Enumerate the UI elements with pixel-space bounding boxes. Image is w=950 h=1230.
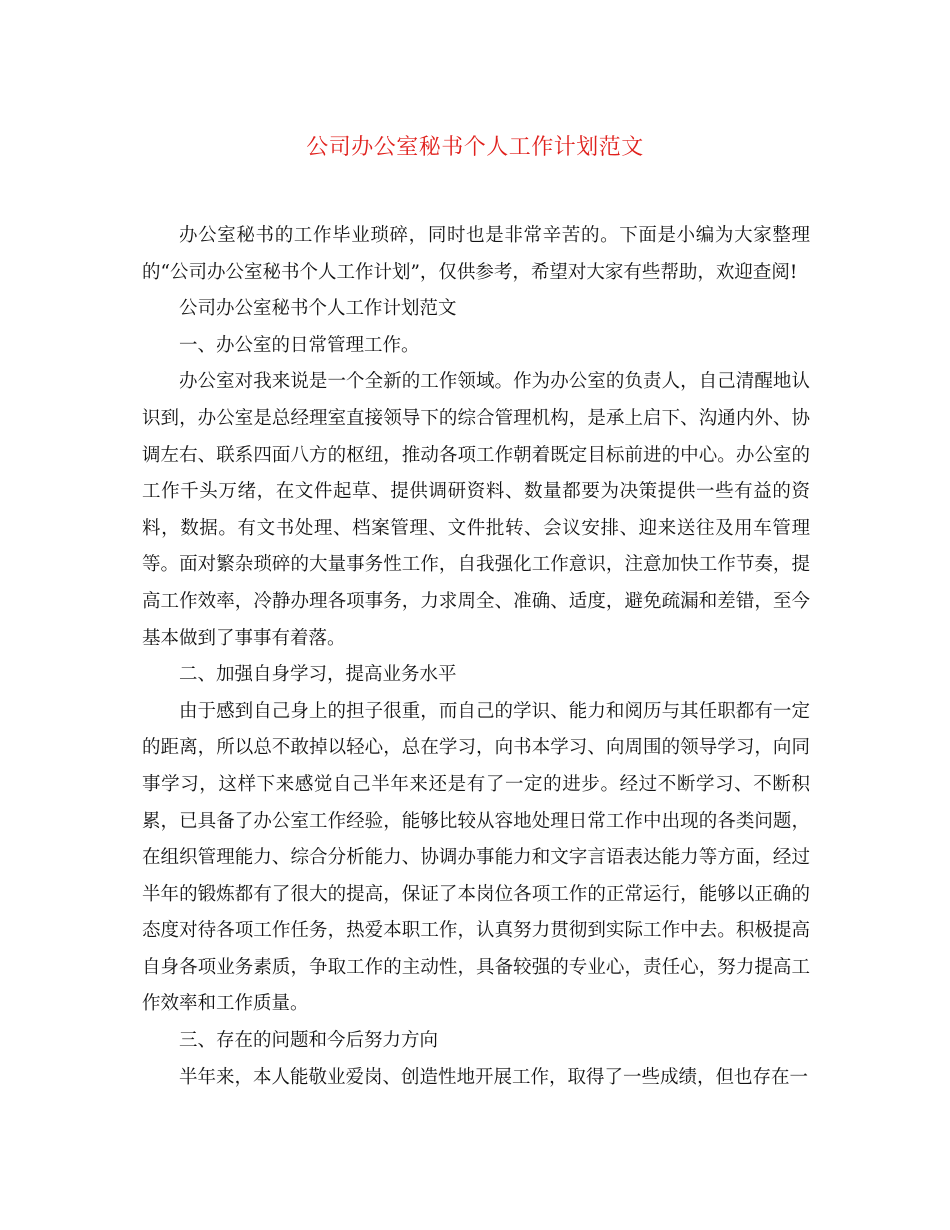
paragraph-section-1: 办公室对我来说是一个全新的工作领域。作为办公室的负责人，自己清醒地认识到，办公室是总经理室直接领导下的综合管理机构，是承上启下、沟通内外、协调左右、联系四面八方的枢纽，推动各项工作朝着既定目标前进的中心。办公室的工作千头万绪，在文件起草、提供调研资料、数量都要为决策提供一些有益的资料，数据。有文书处理、档案管理、文件批转、会议安排、迎来送往及用车管理等。面对繁杂琐碎的大量事务性工作，自我强化工作意识，注意加快工作节奏，提高工作效率，冷静办理各项事务，力求周全、准确、适度，避免疏漏和差错，至今基本做到了事事有着落。	[142, 371, 810, 649]
section-heading-2: 二、加强自身学习，提高业务水平	[179, 664, 457, 686]
paragraph-section-2: 由于感到自己身上的担子很重，而自己的学识、能力和阅历与其任职都有一定的距离，所以总不敢掉以轻心，总在学习，向书本学习、向周围的领导学习，向同事学习，这样下来感觉自己半年来还是有了一定的进步。经过不断学习、不断积累，已具备了办公室工作经验，能够比较从容地处理日常工作中出现的各类问题，在组织管理能力、综合分析能力、协调办事能力和文字言语表达能力等方面，经过半年的锻炼都有了很大的提高，保证了本岗位各项工作的正常运行，能够以正确的态度对待各项工作任务，热爱本职工作，认真努力贯彻到实际工作中去。积极提高自身各项业务素质，争取工作的主动性，具备较强的专业心，责任心，努力提高工作效率和工作质量。	[142, 700, 810, 1015]
document-title: 公司办公室秘书个人工作计划范文	[306, 135, 644, 160]
section-heading-3: 三、存在的问题和今后努力方向	[179, 1030, 439, 1052]
paragraph-section-3: 半年来，本人能敬业爱岗、创造性地开展工作，取得了一些成绩，但也存在一	[179, 1066, 809, 1088]
paragraph-subtitle: 公司办公室秘书个人工作计划范文	[179, 298, 457, 320]
section-heading-1: 一、办公室的日常管理工作。	[179, 334, 420, 356]
paragraph-intro: 办公室秘书的工作毕业琐碎，同时也是非常辛苦的。下面是小编为大家整理的“公司办公室秘书个人工作计划”，仅供参考，希望对大家有些帮助，欢迎查阅!	[142, 225, 810, 283]
document-body	[142, 218, 810, 1096]
